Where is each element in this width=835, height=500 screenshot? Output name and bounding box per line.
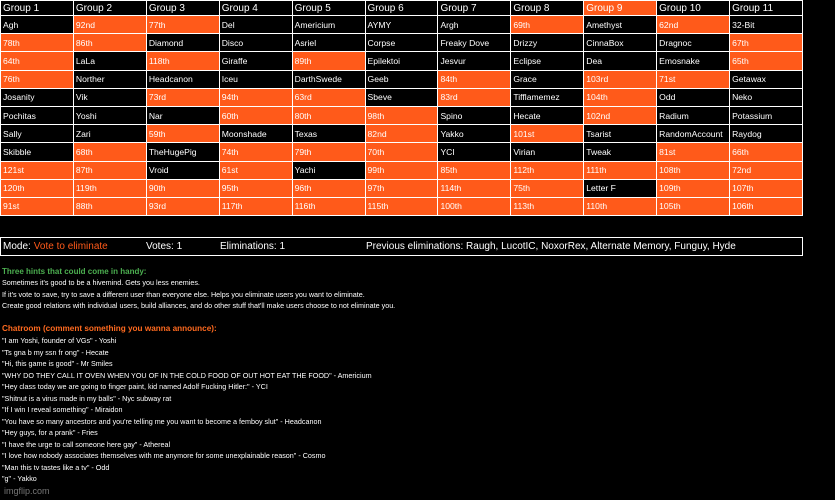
player-cell: Giraffe xyxy=(219,52,292,70)
votes-count: Votes: 1 xyxy=(146,241,183,252)
player-cell: Vik xyxy=(73,88,146,106)
chat-message: "I have the urge to call someone here gay" - Athereal xyxy=(2,439,171,449)
eliminated-cell: 76th xyxy=(1,70,74,88)
group-header: Group 4 xyxy=(219,1,292,16)
player-cell: Texas xyxy=(292,125,365,143)
eliminated-cell: 84th xyxy=(438,70,511,88)
grid-row xyxy=(1,88,803,106)
grid-row xyxy=(1,125,803,143)
chatroom-title: Chatroom (comment something you wanna announce): xyxy=(2,324,217,333)
chat-message: "I am Yoshi, founder of VGs" - Yoshi xyxy=(2,336,117,345)
group-header: Group 5 xyxy=(292,1,365,16)
player-cell: Yakko xyxy=(438,125,511,143)
eliminated-cell: 119th xyxy=(73,179,146,197)
eliminated-cell: 110th xyxy=(584,197,657,215)
player-cell: Dea xyxy=(584,52,657,70)
eliminated-cell: 107th xyxy=(730,179,803,197)
eliminated-cell: 65th xyxy=(730,52,803,70)
player-cell: 32-Bit xyxy=(730,16,803,34)
eliminated-cell: 88th xyxy=(73,197,146,215)
chatroom-list xyxy=(2,335,372,485)
player-cell: Freaky Dove xyxy=(438,34,511,52)
eliminated-cell: 71st xyxy=(657,70,730,88)
player-cell: Pochitas xyxy=(1,106,74,124)
player-cell: Neko xyxy=(730,88,803,106)
player-cell: Skibble xyxy=(1,143,74,161)
eliminated-cell: 112th xyxy=(511,161,584,179)
previous-eliminations: Previous eliminations: Raugh, LucotIC, NoxorRex, Alternate Memory, Funguy, Hyde xyxy=(366,241,736,252)
eliminated-cell: 102nd xyxy=(584,106,657,124)
player-cell: Headcanon xyxy=(146,70,219,88)
chat-message: "Hey class today we are going to finger paint, kid named Adolf Fucking Hitler:" - YCI xyxy=(2,382,268,391)
eliminated-cell: 106th xyxy=(730,197,803,215)
player-cell: Iceu xyxy=(219,70,292,88)
player-cell: Asriel xyxy=(292,34,365,52)
player-cell: Amethyst xyxy=(584,16,657,34)
groups-header-row xyxy=(1,1,803,16)
eliminated-cell: 100th xyxy=(438,197,511,215)
grid-row xyxy=(1,106,803,124)
grid-row xyxy=(1,34,803,52)
player-cell: Drizzy xyxy=(511,34,584,52)
player-cell: Eclipse xyxy=(511,52,584,70)
eliminated-cell: 60th xyxy=(219,106,292,124)
player-cell: Letter F xyxy=(584,179,657,197)
player-cell: Diamond xyxy=(146,34,219,52)
eliminated-cell: 117th xyxy=(219,197,292,215)
hint-line: Sometimes it's good to be a hivemind. Gets you less enemies. xyxy=(2,278,200,287)
hint-line: If it's vote to save, try to save a different user than everyone else. Helps you eliminate users you want to eliminate. xyxy=(2,289,365,299)
eliminated-cell: 83rd xyxy=(438,88,511,106)
group-header: Group 6 xyxy=(365,1,438,16)
eliminated-cell: 69th xyxy=(511,16,584,34)
player-cell: Jesvur xyxy=(438,52,511,70)
eliminated-cell: 61st xyxy=(219,161,292,179)
eliminated-cell: 108th xyxy=(657,161,730,179)
chat-message: "Man this tv tastes like a tv" - Odd xyxy=(2,462,110,472)
eliminated-cell: 63rd xyxy=(292,88,365,106)
eliminated-cell: 89th xyxy=(292,52,365,70)
group-header: Group 1 xyxy=(1,1,74,16)
eliminated-cell: 96th xyxy=(292,179,365,197)
eliminated-cell: 93rd xyxy=(146,197,219,215)
eliminated-cell: 79th xyxy=(292,143,365,161)
player-cell: Moonshade xyxy=(219,125,292,143)
eliminated-cell: 91st xyxy=(1,197,74,215)
grid-row xyxy=(1,161,803,179)
eliminations-count: Eliminations: 1 xyxy=(220,241,286,252)
player-cell: Epilektoi xyxy=(365,52,438,70)
player-cell: Yachi xyxy=(292,161,365,179)
groups-grid xyxy=(0,0,803,216)
player-cell: Potassium xyxy=(730,106,803,124)
eliminated-cell: 92nd xyxy=(73,16,146,34)
eliminated-cell: 66th xyxy=(730,143,803,161)
eliminated-cell: 118th xyxy=(146,52,219,70)
player-cell: Americium xyxy=(292,16,365,34)
group-header: Group 3 xyxy=(146,1,219,16)
player-cell: Getawax xyxy=(730,70,803,88)
eliminated-cell: 98th xyxy=(365,106,438,124)
eliminated-cell: 115th xyxy=(365,197,438,215)
player-cell: YCI xyxy=(438,143,511,161)
chat-message: "You have so many ancestors and you're telling me you want to become a femboy slut" - Headcanon xyxy=(2,416,322,426)
grid-row xyxy=(1,52,803,70)
player-cell: Hecate xyxy=(511,106,584,124)
player-cell: LaLa xyxy=(73,52,146,70)
grid-row xyxy=(1,70,803,88)
chat-message: "Ts gna b my ssn fr ong" - Hecate xyxy=(2,347,109,357)
player-cell: Spino xyxy=(438,106,511,124)
player-cell: Yoshi xyxy=(73,106,146,124)
game-status-bar xyxy=(0,237,803,256)
mode-label: Mode: xyxy=(3,241,31,252)
mode-value: Vote to eliminate xyxy=(33,241,108,252)
eliminated-cell: 99th xyxy=(365,161,438,179)
player-cell: RandomAccount xyxy=(657,125,730,143)
group-header: Group 11 xyxy=(730,1,803,16)
eliminated-cell: 87th xyxy=(73,161,146,179)
player-cell: Vroid xyxy=(146,161,219,179)
player-cell: Josanity xyxy=(1,88,74,106)
eliminated-cell: 95th xyxy=(219,179,292,197)
eliminated-cell: 113th xyxy=(511,197,584,215)
player-cell: TheHugePig xyxy=(146,143,219,161)
eliminated-cell: 73rd xyxy=(146,88,219,106)
player-cell: Dragnoc xyxy=(657,34,730,52)
chat-message: "I love how nobody associates themselves with me anymore for some unexplainable reason" - Cosmo xyxy=(2,451,326,460)
player-cell: Nar xyxy=(146,106,219,124)
eliminated-cell: 97th xyxy=(365,179,438,197)
player-cell: Raydog xyxy=(730,125,803,143)
eliminated-cell: 64th xyxy=(1,52,74,70)
group-header: Group 7 xyxy=(438,1,511,16)
eliminated-cell: 70th xyxy=(365,143,438,161)
player-cell: Argh xyxy=(438,16,511,34)
player-cell: AYMY xyxy=(365,16,438,34)
grid-row xyxy=(1,197,803,215)
chat-message: "Hi, this game is good" - Mr Smiles xyxy=(2,359,113,368)
group-header: Group 10 xyxy=(657,1,730,16)
eliminated-cell: 68th xyxy=(73,143,146,161)
chat-message: "Shitnut is a virus made in my balls" - Nyc subway rat xyxy=(2,393,172,403)
eliminated-cell: 109th xyxy=(657,179,730,197)
group-header: Group 9 xyxy=(584,1,657,16)
eliminated-cell: 90th xyxy=(146,179,219,197)
eliminated-cell: 75th xyxy=(511,179,584,197)
eliminated-cell: 59th xyxy=(146,125,219,143)
player-cell: Agh xyxy=(1,16,74,34)
group-header: Group 2 xyxy=(73,1,146,16)
player-cell: Norther xyxy=(73,70,146,88)
eliminated-cell: 104th xyxy=(584,88,657,106)
player-cell: Zari xyxy=(73,125,146,143)
player-cell: CinnaBox xyxy=(584,34,657,52)
eliminated-cell: 78th xyxy=(1,34,74,52)
hints-list xyxy=(2,277,395,312)
eliminated-cell: 74th xyxy=(219,143,292,161)
eliminated-cell: 72nd xyxy=(730,161,803,179)
player-cell: Sally xyxy=(1,125,74,143)
player-cell: Geeb xyxy=(365,70,438,88)
player-cell: Tsarist xyxy=(584,125,657,143)
player-cell: Grace xyxy=(511,70,584,88)
eliminated-cell: 116th xyxy=(292,197,365,215)
player-cell: Tifflamemez xyxy=(511,88,584,106)
player-cell: Del xyxy=(219,16,292,34)
player-cell: Emosnake xyxy=(657,52,730,70)
grid-row xyxy=(1,16,803,34)
eliminated-cell: 81st xyxy=(657,143,730,161)
player-cell: Radium xyxy=(657,106,730,124)
eliminated-cell: 101st xyxy=(511,125,584,143)
player-cell: Disco xyxy=(219,34,292,52)
chat-message: "Hey guys, for a prank" - Fries xyxy=(2,428,98,437)
eliminated-cell: 103rd xyxy=(584,70,657,88)
group-header: Group 8 xyxy=(511,1,584,16)
grid-row xyxy=(1,143,803,161)
chat-message: "g" - Yakko xyxy=(2,474,37,483)
watermark-text: imgflip.com xyxy=(4,486,50,496)
player-cell: DarthSwede xyxy=(292,70,365,88)
eliminated-cell: 111th xyxy=(584,161,657,179)
player-cell: Odd xyxy=(657,88,730,106)
hint-line: Create good relations with individual users, build alliances, and do other stuff that'll make users choose to not eliminate you. xyxy=(2,301,396,310)
eliminated-cell: 120th xyxy=(1,179,74,197)
eliminated-cell: 62nd xyxy=(657,16,730,34)
chat-message: "WHY DO THEY CALL IT OVEN WHEN YOU OF IN THE COLD FOOD OF OUT HOT EAT THE FOOD" - Americium xyxy=(2,370,372,380)
grid-row xyxy=(1,179,803,197)
eliminated-cell: 82nd xyxy=(365,125,438,143)
eliminated-cell: 77th xyxy=(146,16,219,34)
eliminated-cell: 86th xyxy=(73,34,146,52)
eliminated-cell: 80th xyxy=(292,106,365,124)
player-cell: Corpse xyxy=(365,34,438,52)
eliminated-cell: 94th xyxy=(219,88,292,106)
player-cell: Sbeve xyxy=(365,88,438,106)
eliminated-cell: 105th xyxy=(657,197,730,215)
player-cell: Tweak xyxy=(584,143,657,161)
eliminated-cell: 121st xyxy=(1,161,74,179)
player-cell: Virian xyxy=(511,143,584,161)
hints-title: Three hints that could come in handy: xyxy=(2,267,147,276)
chat-message: "If I win I reveal something" - Miraidon xyxy=(2,405,123,414)
eliminated-cell: 67th xyxy=(730,34,803,52)
eliminated-cell: 85th xyxy=(438,161,511,179)
eliminated-cell: 114th xyxy=(438,179,511,197)
